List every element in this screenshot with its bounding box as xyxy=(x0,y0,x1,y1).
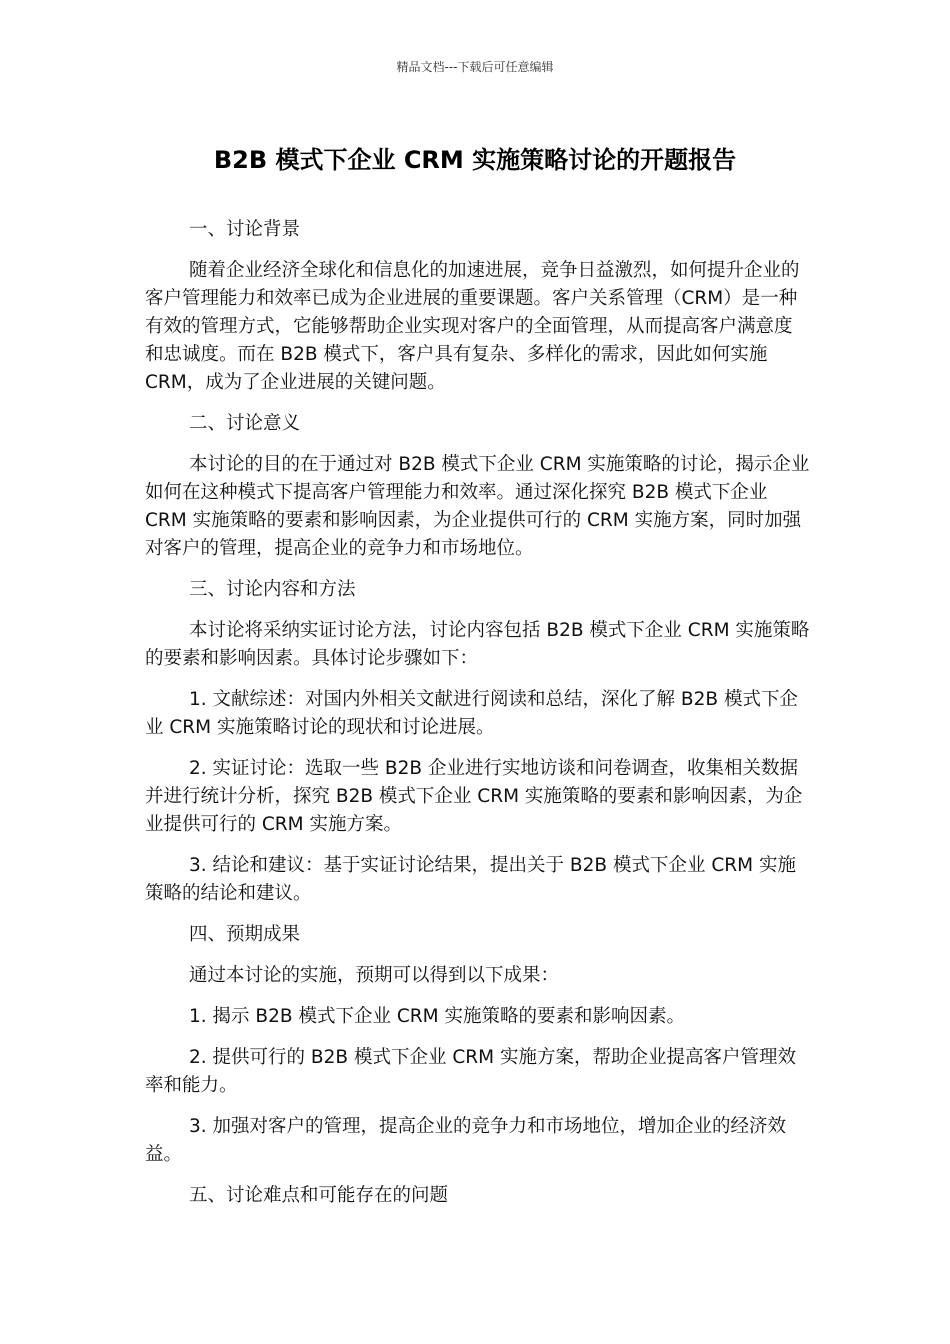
list-item-conclusions: 3. 结论和建议：基于实证讨论结果，提出关于 B2B 模式下企业 CRM 实施策略的结论和建议。 xyxy=(145,855,796,904)
header-note: 精品文档---下载后可任意编辑 xyxy=(396,60,554,74)
list-item-literature-review: 1. 文献综述：对国内外相关文献进行阅读和总结，深化了解 B2B 模式下企业 CRM 实施策略讨论的现状和讨论进展。 xyxy=(145,689,798,738)
section-heading-significance: 二、讨论意义 xyxy=(189,413,301,434)
document-title: B2B 模式下企业 CRM 实施策略讨论的开题报告 xyxy=(213,146,737,174)
section-heading-background: 一、讨论背景 xyxy=(189,219,301,240)
paragraph-content-method: 本讨论将采纳实证讨论方法，讨论内容包括 B2B 模式下企业 CRM 实施策略的要素和影响因素。具体讨论步骤如下： xyxy=(145,620,810,669)
list-item-result-1: 1. 揭示 B2B 模式下企业 CRM 实施策略的要素和影响因素。 xyxy=(189,1006,685,1027)
section-heading-content-method: 三、讨论内容和方法 xyxy=(189,579,356,600)
section-heading-difficulties: 五、讨论难点和可能存在的问题 xyxy=(189,1185,449,1206)
paragraph-expected-results: 通过本讨论的实施，预期可以得到以下成果： xyxy=(189,965,560,986)
list-item-result-3: 3. 加强对客户的管理，提高企业的竞争力和市场地位，增加企业的经济效益。 xyxy=(145,1116,787,1165)
list-item-result-2: 2. 提供可行的 B2B 模式下企业 CRM 实施方案，帮助企业提高客户管理效率和能力。 xyxy=(145,1047,796,1096)
document-body xyxy=(145,216,810,1223)
section-heading-expected-results: 四、预期成果 xyxy=(189,924,301,945)
list-item-empirical-study: 2. 实证讨论：选取一些 B2B 企业进行实地访谈和问卷调查，收集相关数据并进行统计分析，探究 B2B 模式下企业 CRM 实施策略的要素和影响因素，为企业提供可行的 CRM 实施方案。 xyxy=(145,758,803,835)
paragraph-background: 随着企业经济全球化和信息化的加速进展，竞争日益激烈，如何提升企业的客户管理能力和效率已成为企业进展的重要课题。客户关系管理（CRM）是一种有效的管理方式，它能够帮助企业实现对客户的全面管理，从而提高客户满意度和忠诚度。而在 B2B 模式下，客户具有复杂、多样化的需求，因此如何实施 CRM，成为了企业进展的关键问题。 xyxy=(145,260,800,393)
paragraph-significance: 本讨论的目的在于通过对 B2B 模式下企业 CRM 实施策略的讨论，揭示企业如何在这种模式下提高客户管理能力和效率。通过深化探究 B2B 模式下企业 CRM 实施策略的要素和影响因素，为企业提供可行的 CRM 实施方案，同时加强对客户的管理，提高企业的竞争力和市场地位。 xyxy=(145,454,810,559)
